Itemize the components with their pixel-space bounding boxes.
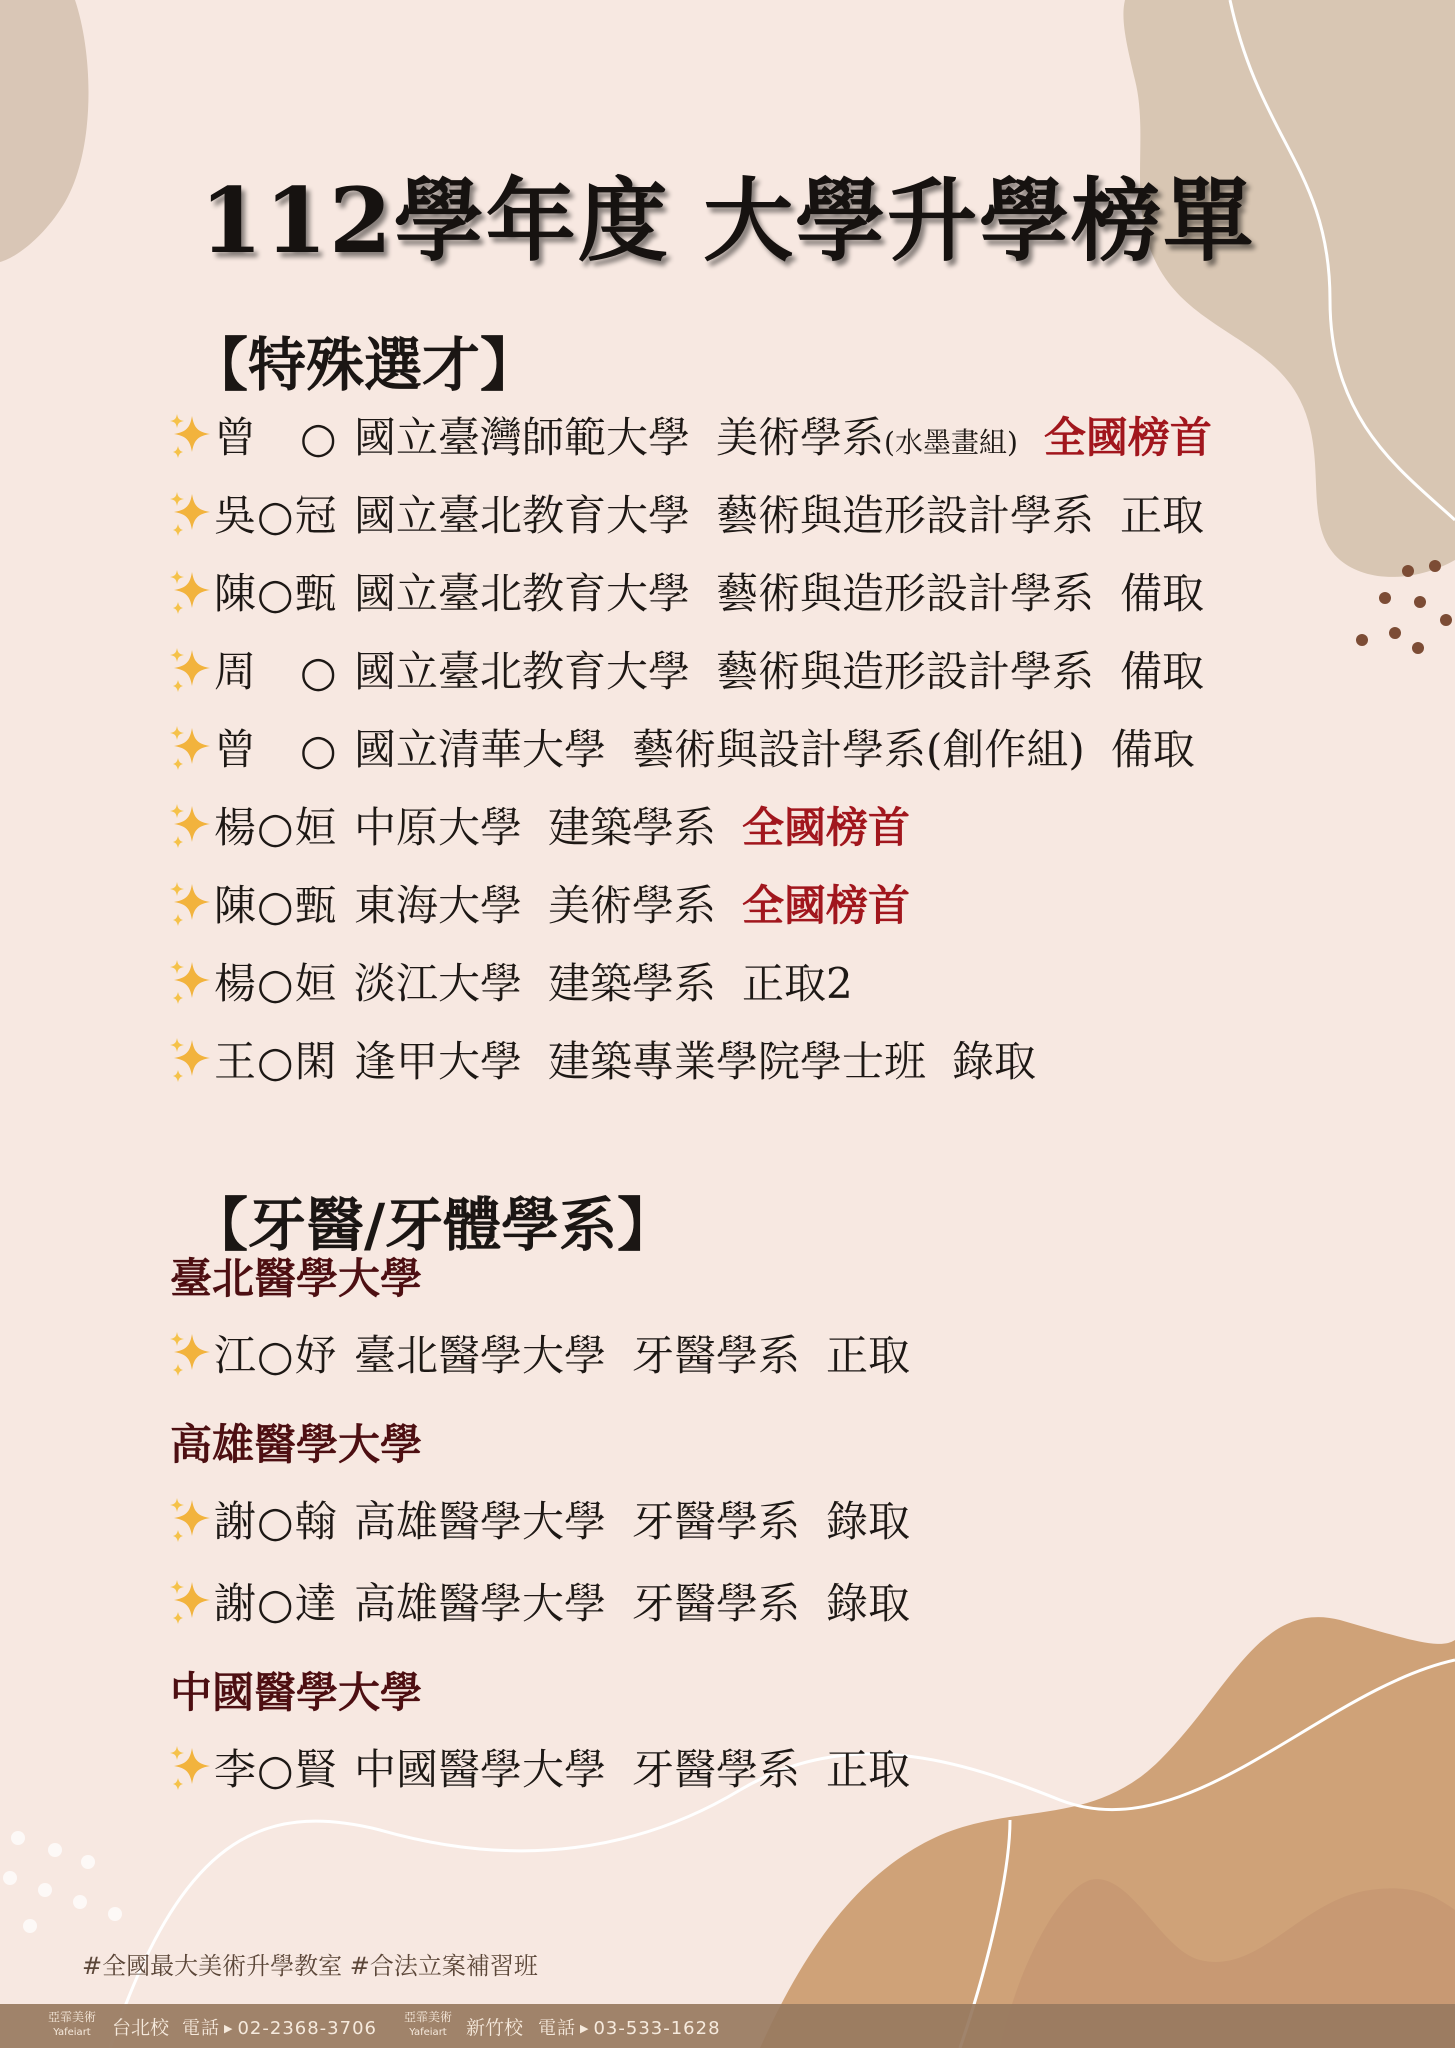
phone-number: 02-2368-3706	[237, 2018, 377, 2039]
arrow-icon: ▶	[224, 2022, 234, 2035]
faint-dots	[3, 1831, 122, 1933]
school-group-heading: 高雄醫學大學	[170, 1420, 423, 1469]
sparkles-icon	[168, 1326, 214, 1398]
sparkles-icon	[168, 720, 214, 792]
list-item	[168, 954, 853, 1014]
brand-name: 亞霏美術	[403, 2010, 452, 2024]
sparkles-icon	[168, 642, 214, 714]
sparkles-icon	[168, 486, 214, 558]
admission-result: 正取	[1120, 491, 1205, 540]
student-name: 謝○達	[214, 1579, 338, 1628]
department-name: 建築學系	[548, 959, 717, 1008]
list-item	[168, 798, 910, 858]
brand-name-en: Yafeiart	[53, 2027, 91, 2038]
campus-taipei: 台北校	[112, 2017, 170, 2039]
school-name: 國立臺灣師範大學	[354, 413, 691, 462]
student-name: 王○閑	[214, 1037, 338, 1086]
sparkles-icon-graphic	[168, 798, 214, 854]
sparkles-icon-graphic	[168, 1740, 214, 1796]
admission-result: 正取2	[742, 959, 853, 1008]
result-badge-top: 全國榜首	[1043, 413, 1212, 462]
student-name: 曾 ○	[214, 725, 338, 774]
brand-name: 亞霏美術	[47, 2010, 96, 2024]
sparkles-icon	[168, 564, 214, 636]
phone-hsinchu[interactable]	[538, 2014, 721, 2040]
result-badge-top: 全國榜首	[742, 803, 911, 852]
section-heading-special: 【特殊選才】	[190, 331, 539, 399]
sparkles-icon-graphic	[168, 564, 214, 620]
school-name: 國立臺北教育大學	[354, 569, 691, 618]
student-name: 周 ○	[214, 647, 338, 696]
page-title: 112學年度 大學升學榜單	[199, 168, 1256, 274]
sparkles-icon-graphic	[168, 954, 214, 1010]
list-item	[168, 1574, 910, 1634]
department-name: 藝術與造形設計學系	[716, 491, 1095, 540]
sparkles-icon-graphic	[168, 876, 214, 932]
sparkles-icon	[168, 1032, 214, 1104]
list-item	[168, 642, 1204, 702]
sparkles-icon-graphic	[168, 408, 214, 464]
sparkles-icon	[168, 954, 214, 1026]
sparkles-icon	[168, 1574, 214, 1646]
result-badge-top: 全國榜首	[742, 881, 911, 930]
sparkles-icon-graphic	[168, 642, 214, 698]
department-name: 藝術與造形設計學系	[716, 647, 1095, 696]
admission-result: 正取	[826, 1331, 911, 1380]
brand-logo	[42, 2010, 102, 2040]
student-name: 李○賢	[214, 1745, 338, 1794]
school-name: 國立臺北教育大學	[354, 647, 691, 696]
sparkles-icon	[168, 1492, 214, 1564]
brand-name-en: Yafeiart	[409, 2027, 447, 2038]
sparkles-icon-graphic	[168, 1326, 214, 1382]
phone-taipei[interactable]	[182, 2014, 377, 2040]
sparkles-icon	[168, 876, 214, 948]
school-name: 國立清華大學	[354, 725, 607, 774]
student-name: 陳○甄	[214, 881, 338, 930]
phone-label: 電話	[538, 2018, 576, 2039]
student-name: 楊○姮	[214, 959, 338, 1008]
student-name: 江○妤	[214, 1331, 338, 1380]
arrow-icon: ▶	[580, 2022, 590, 2035]
admission-result: 備取	[1110, 725, 1195, 774]
sparkles-icon-graphic	[168, 486, 214, 542]
school-name: 東海大學	[354, 881, 523, 930]
school-name: 逢甲大學	[354, 1037, 523, 1086]
sparkles-icon	[168, 798, 214, 870]
sparkles-icon	[168, 1740, 214, 1812]
sparkles-icon-graphic	[168, 1574, 214, 1630]
list-item	[168, 1740, 910, 1800]
list-item	[168, 1492, 910, 1552]
school-group-heading: 中國醫學大學	[170, 1668, 423, 1717]
footer-bar	[0, 2004, 1455, 2048]
department-name: 美術學系	[548, 881, 717, 930]
brand-logo	[398, 2010, 458, 2040]
school-name: 中原大學	[354, 803, 523, 852]
list-item	[168, 1326, 910, 1386]
phone-label: 電話	[182, 2018, 220, 2039]
list-item	[168, 408, 1212, 468]
section-heading-dental: 【牙醫/牙體學系】	[190, 1191, 676, 1259]
department-name: 建築專業學院學士班	[548, 1037, 927, 1086]
admission-result: 正取	[826, 1745, 911, 1794]
school-name: 淡江大學	[354, 959, 523, 1008]
department-name: 藝術與造形設計學系	[716, 569, 1095, 618]
student-name: 陳○甄	[214, 569, 338, 618]
admission-result: 錄取	[952, 1037, 1037, 1086]
sparkles-icon-graphic	[168, 1032, 214, 1088]
school-name: 高雄醫學大學	[354, 1497, 607, 1546]
phone-number: 03-533-1628	[593, 2018, 721, 2039]
sparkles-icon-graphic	[168, 720, 214, 776]
admission-result: 錄取	[826, 1579, 911, 1628]
list-item	[168, 486, 1204, 546]
campus-hsinchu: 新竹校	[466, 2017, 524, 2039]
school-name: 高雄醫學大學	[354, 1579, 607, 1628]
list-item	[168, 876, 910, 936]
school-name: 中國醫學大學	[354, 1745, 607, 1794]
student-name: 吳○冠	[214, 491, 338, 540]
student-name: 謝○翰	[214, 1497, 338, 1546]
department-name: 牙醫學系	[632, 1579, 801, 1628]
admission-result: 備取	[1120, 569, 1205, 618]
department-name: 牙醫學系	[632, 1745, 801, 1794]
sparkles-icon	[168, 408, 214, 480]
admission-result: 錄取	[826, 1497, 911, 1546]
department-note: (水墨畫組)	[884, 426, 1018, 459]
student-name: 曾 ○	[214, 413, 338, 462]
admission-result: 備取	[1120, 647, 1205, 696]
department-name: 美術學系	[716, 413, 885, 462]
list-item	[168, 720, 1195, 780]
school-name: 臺北醫學大學	[354, 1331, 607, 1380]
student-name: 楊○姮	[214, 803, 338, 852]
department-name: 牙醫學系	[632, 1497, 801, 1546]
list-item	[168, 564, 1204, 624]
school-group-heading: 臺北醫學大學	[170, 1254, 423, 1303]
sparkles-icon-graphic	[168, 1492, 214, 1548]
department-name: 藝術與設計學系(創作組)	[632, 725, 1085, 774]
department-name: 建築學系	[548, 803, 717, 852]
list-item	[168, 1032, 1036, 1092]
hashtags: #全國最大美術升學教室 #合法立案補習班	[82, 1952, 538, 1980]
school-name: 國立臺北教育大學	[354, 491, 691, 540]
department-name: 牙醫學系	[632, 1331, 801, 1380]
